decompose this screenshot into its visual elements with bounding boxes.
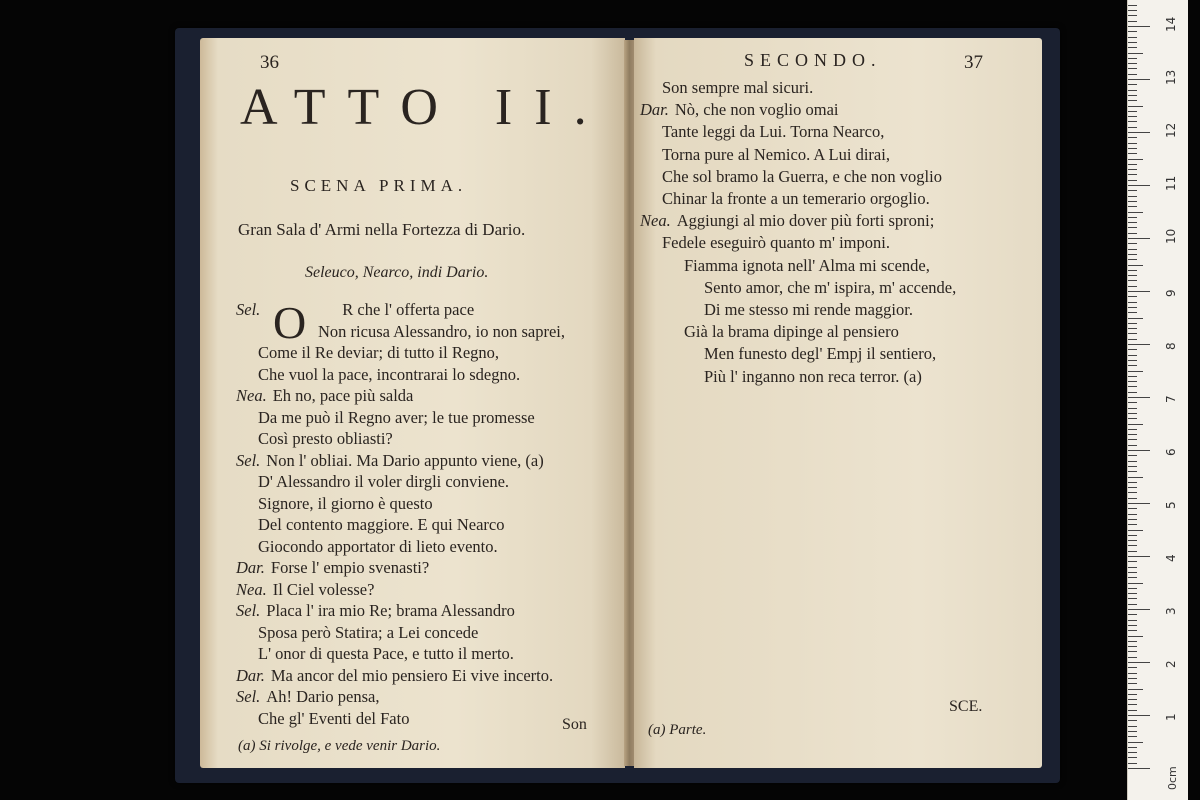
ruler-tick xyxy=(1128,280,1137,281)
ruler-tick xyxy=(1128,704,1137,705)
ruler-tick xyxy=(1128,567,1137,568)
text-line xyxy=(236,601,515,621)
ruler-tick xyxy=(1128,31,1137,32)
ruler-tick xyxy=(1128,678,1137,679)
ruler-tick xyxy=(1128,487,1137,488)
catchword: SCE. xyxy=(949,698,983,715)
ruler-tick xyxy=(1128,47,1137,48)
ruler-tick xyxy=(1128,768,1150,769)
verse-text: Ah! Dario pensa, xyxy=(266,687,380,706)
verse-text: Aggiungi al mio dover più forti sproni; xyxy=(676,211,935,231)
ruler-number: 10 xyxy=(1164,228,1178,244)
ruler-tick xyxy=(1128,302,1137,303)
ruler-tick xyxy=(1128,84,1137,85)
ruler-tick xyxy=(1128,74,1137,75)
ruler-tick xyxy=(1128,588,1137,589)
verse-text: Che vuol la pace, incontrarai lo sdegno. xyxy=(258,364,521,384)
ruler-tick xyxy=(1128,683,1137,684)
ruler-tick xyxy=(1128,10,1137,11)
ruler-tick xyxy=(1128,524,1137,525)
ruler-number: 2 xyxy=(1164,660,1178,668)
ruler-tick xyxy=(1128,227,1137,228)
ruler-tick xyxy=(1128,291,1150,292)
ruler-tick xyxy=(1128,95,1137,96)
speaker-label: Dar. xyxy=(640,100,669,120)
ruler-tick xyxy=(1128,482,1137,483)
speaker-label: Sel. xyxy=(236,601,261,620)
ruler-tick xyxy=(1128,58,1137,59)
ruler-tick xyxy=(1128,673,1137,674)
speaker-label: Dar. xyxy=(236,558,265,577)
ruler-tick xyxy=(1128,185,1150,186)
characters-line: Seleuco, Nearco, indi Dario. xyxy=(305,264,489,281)
ruler-tick xyxy=(1128,614,1137,615)
ruler-number: 8 xyxy=(1164,342,1178,350)
text-line xyxy=(640,100,839,120)
verse-text: Torna pure al Nemico. A Lui dirai, xyxy=(662,144,890,164)
speaker-label: Dar. xyxy=(236,665,265,685)
ruler-tick xyxy=(1128,514,1137,515)
ruler-tick xyxy=(1128,450,1150,451)
ruler-tick xyxy=(1128,530,1143,531)
verse-text: Son sempre mal sicuri. xyxy=(662,78,814,97)
ruler-number: 5 xyxy=(1164,501,1178,509)
ruler-tick xyxy=(1128,259,1137,260)
ruler-tick xyxy=(1128,508,1137,509)
ruler-tick xyxy=(1128,355,1137,356)
ruler-tick xyxy=(1128,636,1143,637)
ruler-tick xyxy=(1128,694,1137,695)
ruler-tick xyxy=(1128,63,1137,64)
ruler-tick xyxy=(1128,121,1137,122)
text-line xyxy=(236,386,413,406)
text-line xyxy=(258,429,393,449)
verse-text: R che l' offerta pace xyxy=(342,300,475,319)
scene-setting: Gran Sala d' Armi nella Fortezza di Dario. xyxy=(238,220,526,239)
ruler-tick xyxy=(1128,90,1137,91)
ruler-tick xyxy=(1128,646,1137,647)
ruler-tick xyxy=(1128,556,1150,557)
ruler-tick xyxy=(1128,206,1137,207)
ruler-tick xyxy=(1128,21,1137,22)
right-page xyxy=(634,38,1042,768)
text-line xyxy=(258,343,499,363)
ruler-tick xyxy=(1128,598,1137,599)
footnote: (a) Si rivolge, e vede venir Dario. xyxy=(238,738,441,754)
ruler-tick xyxy=(1128,747,1137,748)
ruler-tick xyxy=(1128,42,1137,43)
text-line xyxy=(236,451,544,471)
ruler-tick xyxy=(1128,169,1137,170)
ruler-number: 1 xyxy=(1164,713,1178,721)
text-line xyxy=(704,300,913,320)
ruler-number: 13 xyxy=(1164,69,1178,85)
ruler-tick xyxy=(1128,630,1137,631)
ruler-tick xyxy=(1128,111,1137,112)
ruler-tick xyxy=(1128,333,1137,334)
drop-cap: O xyxy=(273,297,307,348)
left-page xyxy=(200,38,625,768)
ruler-tick xyxy=(1128,222,1137,223)
measuring-ruler xyxy=(1127,0,1188,800)
verse-text: Che sol bramo la Guerra, e che non voglio xyxy=(662,166,942,186)
text-line xyxy=(258,537,498,557)
ruler-tick xyxy=(1128,148,1137,149)
ruler-number: 6 xyxy=(1164,448,1178,456)
verse-text: Placa l' ira mio Re; brama Alessandro xyxy=(266,601,515,620)
ruler-tick xyxy=(1128,736,1137,737)
ruler-tick xyxy=(1128,519,1137,520)
verse-text: Come il Re deviar; di tutto il Regno, xyxy=(258,343,500,362)
ruler-tick xyxy=(1128,344,1150,345)
ruler-tick xyxy=(1128,752,1137,753)
ruler-tick xyxy=(1128,307,1137,308)
ruler-tick xyxy=(1128,726,1137,727)
ruler-tick xyxy=(1128,577,1137,578)
ruler-tick xyxy=(1128,418,1137,419)
ruler-number: 7 xyxy=(1164,395,1178,403)
ruler-tick xyxy=(1128,328,1137,329)
ruler-tick xyxy=(1128,323,1137,324)
ruler-tick xyxy=(1128,471,1137,472)
ruler-tick xyxy=(1128,174,1137,175)
speaker-label: Sel. xyxy=(236,687,261,706)
ruler-tick xyxy=(1128,26,1150,27)
ruler-number: 4 xyxy=(1164,554,1178,562)
verse-text: Forse l' empio svenasti? xyxy=(270,558,430,577)
verse-text: Non l' obliai. Ma Dario appunto viene, (a) xyxy=(266,450,544,470)
verse-text: Fiamma ignota nell' Alma mi scende, xyxy=(684,255,930,275)
verse-text: Di me stesso mi rende maggior. xyxy=(704,300,913,319)
ruler-tick xyxy=(1128,265,1143,266)
ruler-tick xyxy=(1128,397,1150,398)
ruler-tick xyxy=(1128,15,1137,16)
ruler-tick xyxy=(1128,212,1143,213)
ruler-tick xyxy=(1128,180,1137,181)
catchword: Son xyxy=(562,716,587,733)
ruler-tick xyxy=(1128,143,1137,144)
ruler-tick xyxy=(1128,699,1137,700)
verse-text: Da me può il Regno aver; le tue promesse xyxy=(258,407,535,427)
ruler-tick xyxy=(1128,455,1137,456)
ruler-tick xyxy=(1128,201,1137,202)
text-line xyxy=(236,687,379,707)
ruler-tick xyxy=(1128,402,1137,403)
text-line xyxy=(258,472,509,492)
ruler-tick xyxy=(1128,106,1143,107)
ruler-number: 11 xyxy=(1164,175,1178,191)
ruler-tick xyxy=(1128,243,1137,244)
ruler-tick xyxy=(1128,217,1137,218)
ruler-tick xyxy=(1128,360,1137,361)
ruler-tick xyxy=(1128,710,1137,711)
ruler-tick xyxy=(1128,498,1137,499)
ruler-tick xyxy=(1128,429,1137,430)
text-line xyxy=(662,78,813,98)
text-line xyxy=(662,145,890,165)
ruler-tick xyxy=(1128,371,1143,372)
text-line xyxy=(258,644,514,664)
ruler-tick xyxy=(1128,392,1137,393)
ruler-tick xyxy=(1128,561,1137,562)
ruler-tick xyxy=(1128,540,1137,541)
ruler-tick xyxy=(1128,349,1137,350)
text-line xyxy=(662,167,942,187)
ruler-tick xyxy=(1128,68,1137,69)
scene-title: SCENA PRIMA. xyxy=(290,176,468,195)
ruler-tick xyxy=(1128,164,1137,165)
ruler-tick xyxy=(1128,662,1150,663)
speaker-label: Sel. xyxy=(236,300,261,319)
verse-text: Così presto obliasti? xyxy=(258,429,393,448)
ruler-tick xyxy=(1128,275,1137,276)
speaker-label: Sel. xyxy=(236,450,261,470)
speaker-label: Nea. xyxy=(236,386,267,405)
page-number: 36 xyxy=(260,52,279,73)
ruler-tick xyxy=(1128,53,1143,54)
ruler-tick xyxy=(1128,339,1137,340)
text-line xyxy=(704,344,936,364)
ruler-tick xyxy=(1128,254,1137,255)
ruler-number: 9 xyxy=(1164,289,1178,297)
verse-text: Più l' inganno non reca terror. (a) xyxy=(704,366,922,386)
ruler-tick xyxy=(1128,461,1137,462)
ruler-tick xyxy=(1128,503,1150,504)
verse-text: L' onor di questa Pace, e tutto il merto. xyxy=(258,644,514,663)
verse-text: Fedele eseguirò quanto m' imponi. xyxy=(662,233,890,253)
page-number: 37 xyxy=(964,52,983,73)
verse-text: Sento amor, che m' ispira, m' accende, xyxy=(704,277,957,297)
text-line xyxy=(258,623,478,643)
text-line xyxy=(704,278,956,298)
verse-text: D' Alessandro il voler dirgli conviene. xyxy=(258,472,510,491)
text-line xyxy=(236,580,374,600)
ruler-tick xyxy=(1128,376,1137,377)
ruler-tick xyxy=(1128,132,1150,133)
ruler-tick xyxy=(1128,79,1150,80)
ruler-tick xyxy=(1128,196,1137,197)
ruler-tick xyxy=(1128,312,1137,313)
ruler-tick xyxy=(1128,545,1137,546)
ruler-tick xyxy=(1128,657,1137,658)
verse-text: Del contento maggiore. E qui Nearco xyxy=(258,515,505,534)
ruler-tick xyxy=(1128,620,1137,621)
verse-text: Già la brama dipinge al pensiero xyxy=(684,322,899,342)
text-line xyxy=(258,365,520,385)
ruler-tick xyxy=(1128,477,1143,478)
ruler-tick xyxy=(1128,137,1137,138)
verse-text: Eh no, pace più salda xyxy=(272,386,414,405)
verse-text: Chinar la fronte a un temerario orgoglio. xyxy=(662,189,930,208)
ruler-tick xyxy=(1128,731,1137,732)
ruler-tick xyxy=(1128,604,1137,605)
running-head: SECONDO. xyxy=(744,50,882,70)
ruler-tick xyxy=(1128,667,1137,668)
ruler-tick xyxy=(1128,689,1143,690)
verse-text: Ma ancor del mio pensiero Ei vive incerto. xyxy=(270,665,554,685)
ruler-tick xyxy=(1128,249,1137,250)
text-line xyxy=(662,233,890,253)
ruler-tick xyxy=(1128,386,1137,387)
ruler-tick xyxy=(1128,641,1137,642)
ruler-tick xyxy=(1128,318,1143,319)
verse-text: Tante leggi da Lui. Torna Nearco, xyxy=(662,122,885,142)
ruler-tick xyxy=(1128,609,1150,610)
text-line xyxy=(640,211,934,231)
ruler-tick xyxy=(1128,238,1150,239)
ruler-tick xyxy=(1128,651,1137,652)
text-line xyxy=(236,300,474,320)
text-line xyxy=(258,515,505,535)
ruler-unit: 0cm xyxy=(1166,766,1179,790)
ruler-tick xyxy=(1128,715,1150,716)
verse-text: Men funesto degl' Empj il sentiero, xyxy=(704,344,937,364)
ruler-tick xyxy=(1128,551,1137,552)
verse-text: Nò, che non voglio omai xyxy=(674,100,839,120)
ruler-tick xyxy=(1128,286,1137,287)
text-line xyxy=(662,189,930,209)
ruler-tick xyxy=(1128,296,1137,297)
text-line xyxy=(236,666,553,686)
ruler-tick xyxy=(1128,37,1137,38)
ruler-number: 3 xyxy=(1164,607,1178,615)
ruler-tick xyxy=(1128,720,1137,721)
text-line xyxy=(318,322,565,342)
text-line xyxy=(704,367,922,387)
verse-text: Non ricusa Alessandro, io non saprei, xyxy=(318,321,565,341)
ruler-tick xyxy=(1128,763,1137,764)
ruler-tick xyxy=(1128,625,1137,626)
speaker-label: Nea. xyxy=(236,579,267,599)
ruler-tick xyxy=(1128,153,1137,154)
ruler-tick xyxy=(1128,5,1137,6)
ruler-tick xyxy=(1128,381,1137,382)
ruler-tick xyxy=(1128,413,1137,414)
text-line xyxy=(258,709,409,729)
ruler-tick xyxy=(1128,492,1137,493)
ruler-tick xyxy=(1128,593,1137,594)
act-title: ATTO II. xyxy=(240,79,609,136)
speaker-label: Nea. xyxy=(640,211,671,231)
ruler-tick xyxy=(1128,233,1137,234)
ruler-tick xyxy=(1128,116,1137,117)
ruler-tick xyxy=(1128,742,1143,743)
ruler-tick xyxy=(1128,365,1137,366)
text-line xyxy=(684,256,930,276)
ruler-tick xyxy=(1128,424,1143,425)
text-line xyxy=(258,494,433,514)
ruler-tick xyxy=(1128,757,1137,758)
text-line xyxy=(258,408,535,428)
verse-text: Sposa però Statira; a Lei concede xyxy=(258,622,479,642)
ruler-tick xyxy=(1128,445,1137,446)
ruler-tick xyxy=(1128,190,1137,191)
text-line xyxy=(684,322,899,342)
ruler-tick xyxy=(1128,159,1143,160)
ruler-tick xyxy=(1128,466,1137,467)
ruler-tick xyxy=(1128,535,1137,536)
ruler-tick xyxy=(1128,408,1137,409)
ruler-tick xyxy=(1128,434,1137,435)
verse-text: Che gl' Eventi del Fato xyxy=(258,708,410,728)
ruler-tick xyxy=(1128,127,1137,128)
ruler-tick xyxy=(1128,439,1137,440)
ruler-tick xyxy=(1128,100,1137,101)
ruler-number: 14 xyxy=(1164,16,1178,32)
verse-text: Il Ciel volesse? xyxy=(272,579,375,599)
text-line xyxy=(236,558,429,578)
footnote: (a) Parte. xyxy=(648,722,707,738)
verse-text: Giocondo apportator di lieto evento. xyxy=(258,536,498,556)
text-line xyxy=(662,122,884,142)
ruler-tick xyxy=(1128,572,1137,573)
ruler-tick xyxy=(1128,270,1137,271)
verse-text: Signore, il giorno è questo xyxy=(258,493,433,513)
ruler-number: 12 xyxy=(1164,122,1178,138)
ruler-tick xyxy=(1128,583,1143,584)
